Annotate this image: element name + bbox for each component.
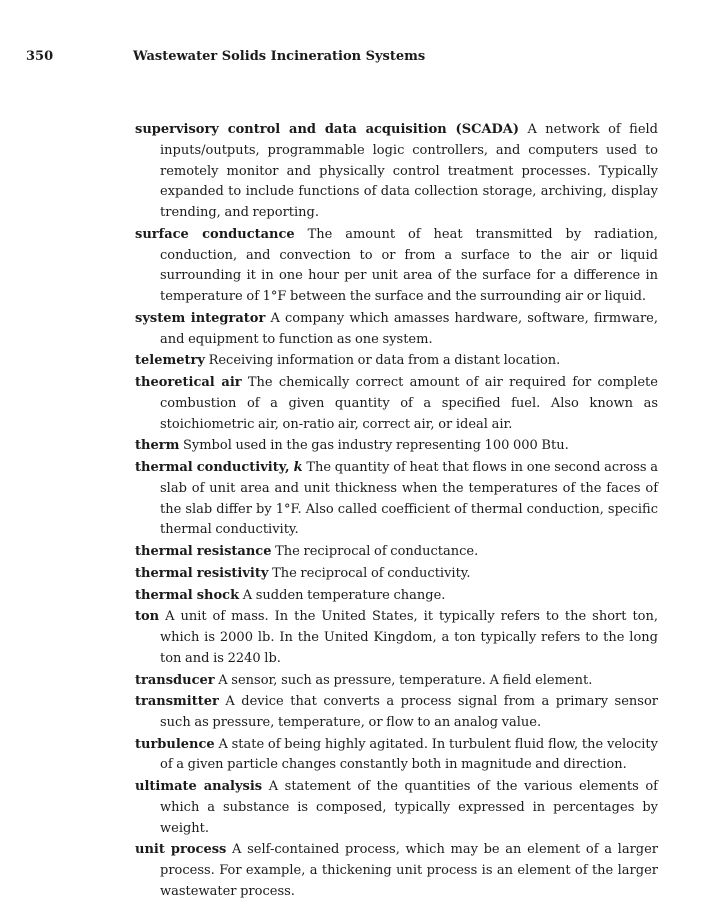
glossary-term: ton — [135, 609, 160, 625]
glossary-entry — [135, 735, 658, 777]
glossary-entry — [135, 436, 658, 457]
glossary-list — [135, 120, 658, 904]
glossary-entry — [135, 542, 658, 563]
glossary-definition: A sudden temperature change. — [242, 587, 446, 603]
glossary-term: supervisory control and data acquisition (SCADA) — [135, 122, 520, 137]
glossary-entry — [135, 351, 658, 372]
glossary-definition: The quantity of heat that flows in one second across a slab of unit area and unit thickness when the temperatures of the faces of the slab differ by 1°F. Also called coefficient of thermal conduction, specific thermal conductivity. — [160, 460, 658, 538]
glossary-definition: Receiving information or data from a distant location. — [208, 353, 561, 369]
glossary-term: therm — [135, 438, 180, 454]
glossary-definition: The chemically correct amount of air required for complete combustion of a given quantity of a specified fuel. Also known as stoichiometric air, on-ratio air, correct air, or ideal air. — [160, 375, 658, 432]
glossary-term: thermal resistance — [135, 544, 272, 560]
glossary-term: telemetry — [135, 353, 205, 369]
running-title: Wastewater Solids Incineration Systems — [133, 49, 426, 64]
glossary-term: thermal resistivity — [135, 565, 269, 581]
glossary-definition: Symbol used in the gas industry representing 100 000 Btu. — [182, 438, 569, 454]
glossary-definition: A company which amasses hardware, software, firmware, and equipment to function as one system. — [160, 310, 658, 347]
glossary-entry — [135, 564, 658, 585]
glossary-entry — [135, 692, 658, 734]
glossary-definition: The reciprocal of conductivity. — [272, 565, 471, 581]
glossary-term: unit process — [135, 842, 227, 858]
glossary-entry — [135, 607, 658, 669]
glossary-entry — [135, 840, 658, 902]
glossary-term: turbulence — [135, 736, 215, 752]
glossary-term: ultimate analysis — [135, 779, 263, 795]
glossary-entry — [135, 373, 658, 435]
glossary-entry — [135, 586, 658, 607]
glossary-term: theoretical air — [135, 375, 242, 391]
glossary-definition: A self-contained process, which may be an element of a larger process. For example, a thickening unit process is an element of the larger wastewater process. — [160, 842, 659, 900]
glossary-term-symbol: k — [293, 460, 303, 476]
glossary-definition: A sensor, such as pressure, temperature. A field element. — [218, 672, 593, 688]
glossary-term — [135, 460, 303, 475]
glossary-entry — [135, 309, 658, 351]
glossary-definition: A statement of the quantities of the various elements of which a substance is composed, typically expressed in percentages by weight. — [160, 779, 658, 836]
glossary-definition: A network of field inputs/outputs, programmable logic controllers, and computers used to remotely monitor and physically control treatment processes. Typically expanded to include functions of data collection storage, archiving, display trending, and reporting. — [160, 122, 658, 221]
glossary-definition: A device that converts a process signal from a primary sensor such as pressure, temperature, or flow to an analog value. — [160, 694, 658, 730]
glossary-term: transmitter — [135, 694, 219, 710]
glossary-definition: The amount of heat transmitted by radiation, conduction, and convection to or from a surface to the air or liquid surrounding it in one hour per unit area of the surface for a difference in temperature of 1°F between the surface and the surrounding air or liquid. — [160, 226, 658, 305]
glossary-term-text: thermal conductivity, — [135, 460, 290, 476]
glossary-term: surface conductance — [135, 226, 295, 242]
glossary-definition: A unit of mass. In the United States, it typically refers to the short ton, which is 2000 lb. In the United Kingdom, a ton typically refers to the long ton and is 2240 lb. — [160, 609, 658, 666]
glossary-entry — [135, 120, 658, 224]
glossary-entry — [135, 777, 658, 839]
glossary-entry — [135, 671, 658, 692]
glossary-term: thermal shock — [135, 587, 240, 603]
glossary-entry — [135, 225, 658, 308]
glossary-definition: A state of being highly agitated. In turbulent fluid flow, the velocity of a given particle changes constantly both in magnitude and direction. — [160, 736, 659, 773]
page-number: 350 — [26, 49, 54, 64]
glossary-entry — [135, 458, 658, 541]
glossary-term: transducer — [135, 672, 215, 688]
glossary-definition: The reciprocal of conductance. — [275, 544, 479, 560]
running-head — [26, 49, 667, 69]
glossary-term: system integrator — [135, 310, 266, 326]
